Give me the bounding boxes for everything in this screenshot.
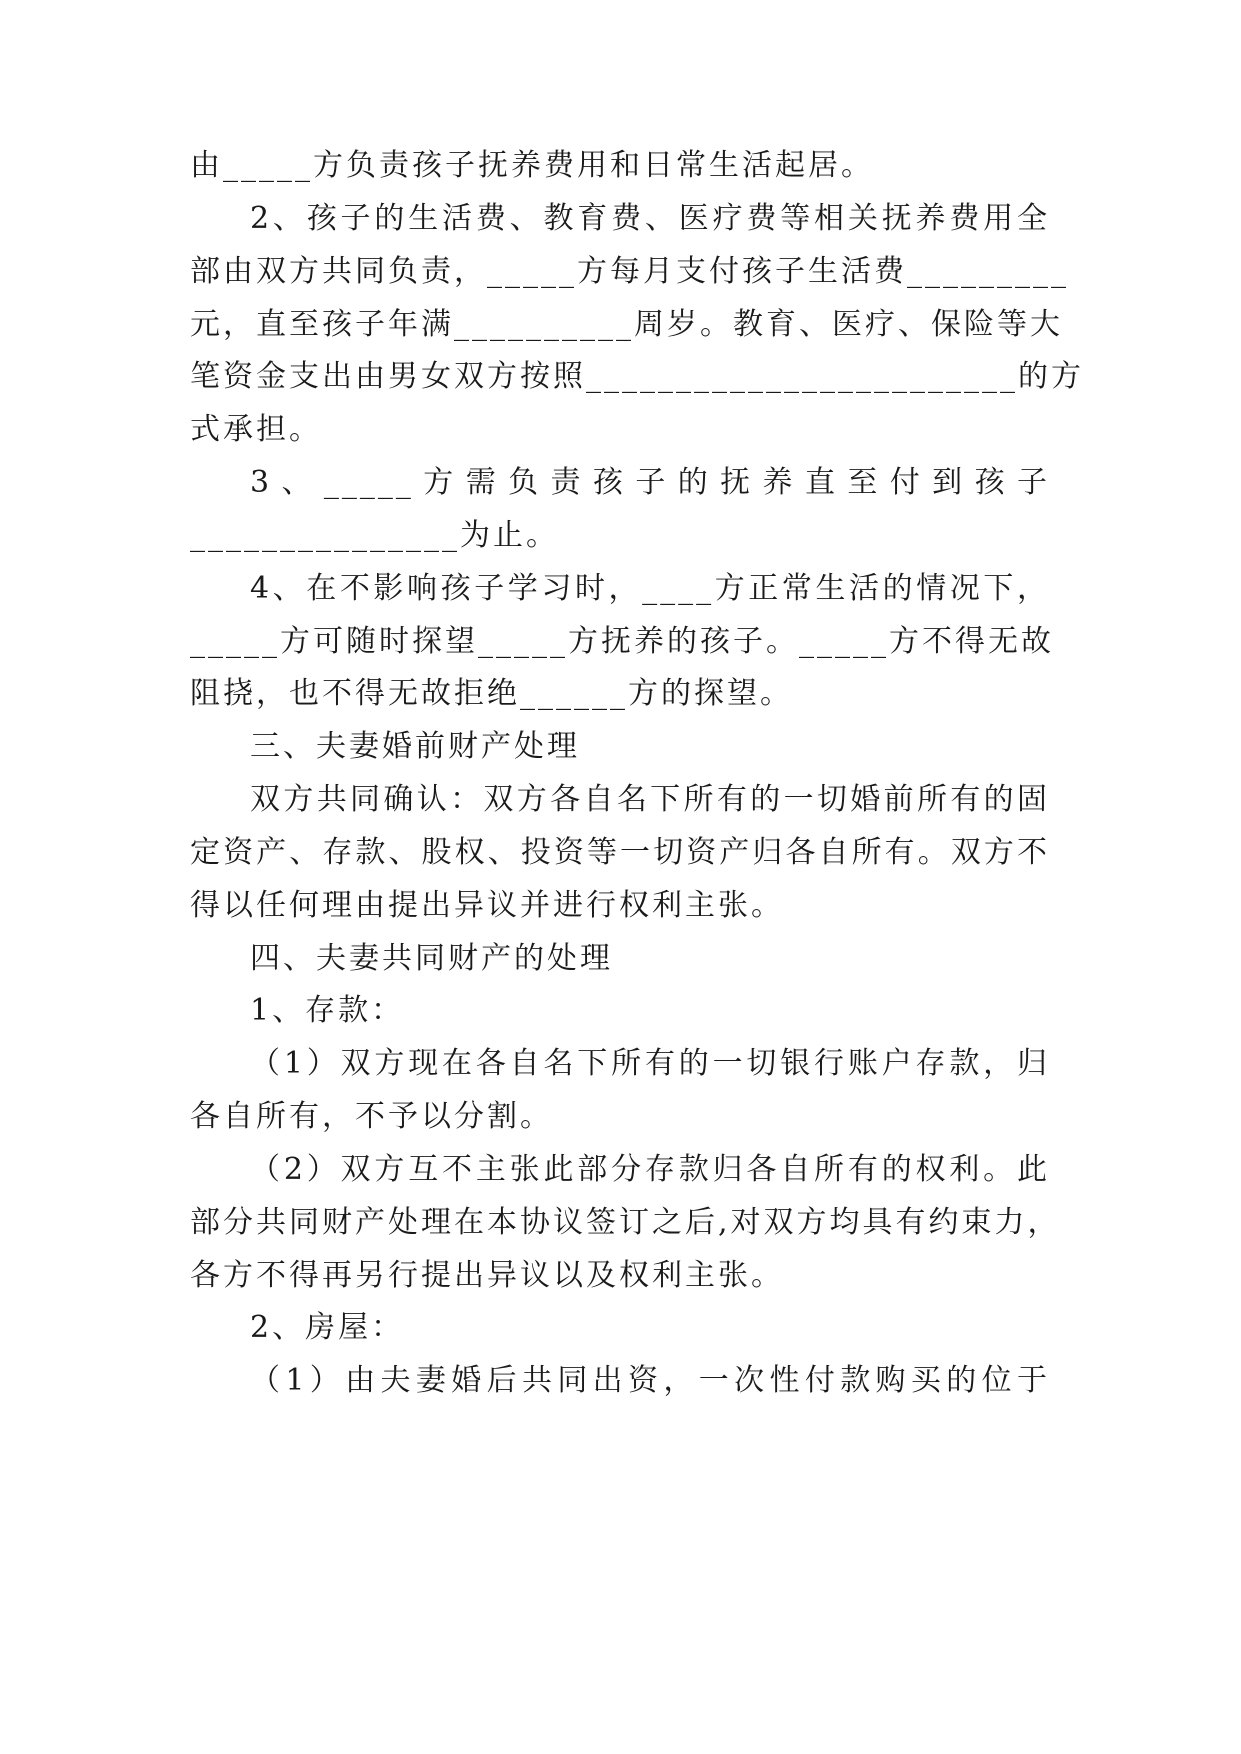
text-line: 2、孩子的生活费、教育费、医疗费等相关抚养费用全 [250,201,1050,236]
text-line: 阻挠，也不得无故拒绝______方的探望。 [190,676,793,711]
text-line: 式承担。 [190,412,322,447]
section-heading: 四、夫妻共同财产的处理 [250,941,613,976]
text-line: （1）由夫妻婚后共同出资，一次性付款购买的位于 [250,1363,1050,1398]
subsection-heading: 1、存款： [250,993,405,1028]
text-line: 由_____方负责孩子抚养费用和日常生活起居。 [190,148,874,183]
text-line: 3、_____方需负责孩子的抚养直至付到孩子 [250,465,1050,500]
text-line: （2）双方互不主张此部分存款归各自所有的权利。此 [250,1152,1050,1187]
subsection-heading: 2、房屋： [250,1310,405,1345]
text-line: 双方共同确认：双方各自名下所有的一切婚前所有的固 [250,782,1050,817]
text-line: 各方不得再另行提出异议以及权利主张。 [190,1258,784,1293]
text-line: 定资产、存款、股权、投资等一切资产归各自所有。双方不 [190,835,1050,870]
text-line: 得以任何理由提出异议并进行权利主张。 [190,888,784,923]
text-line: 部分共同财产处理在本协议签订之后,对双方均具有约束力， [190,1205,1061,1240]
text-line: 各自所有，不予以分割。 [190,1099,553,1134]
text-line: _____方可随时探望_____方抚养的孩子。_____方不得无故 [190,624,1054,659]
section-heading: 三、夫妻婚前财产处理 [250,729,580,764]
text-line: 部由双方共同负责，_____方每月支付孩子生活费_________ [190,254,1069,289]
text-line: _______________为止。 [190,518,559,553]
text-line: 4、在不影响孩子学习时，____方正常生活的情况下， [250,571,1050,606]
text-line: 元，直至孩子年满__________周岁。教育、医疗、保险等大 [190,307,1063,342]
text-line: （1）双方现在各自名下所有的一切银行账户存款，归 [250,1046,1050,1081]
text-line: 笔资金支出由男女双方按照________________________的方 [190,359,1084,394]
